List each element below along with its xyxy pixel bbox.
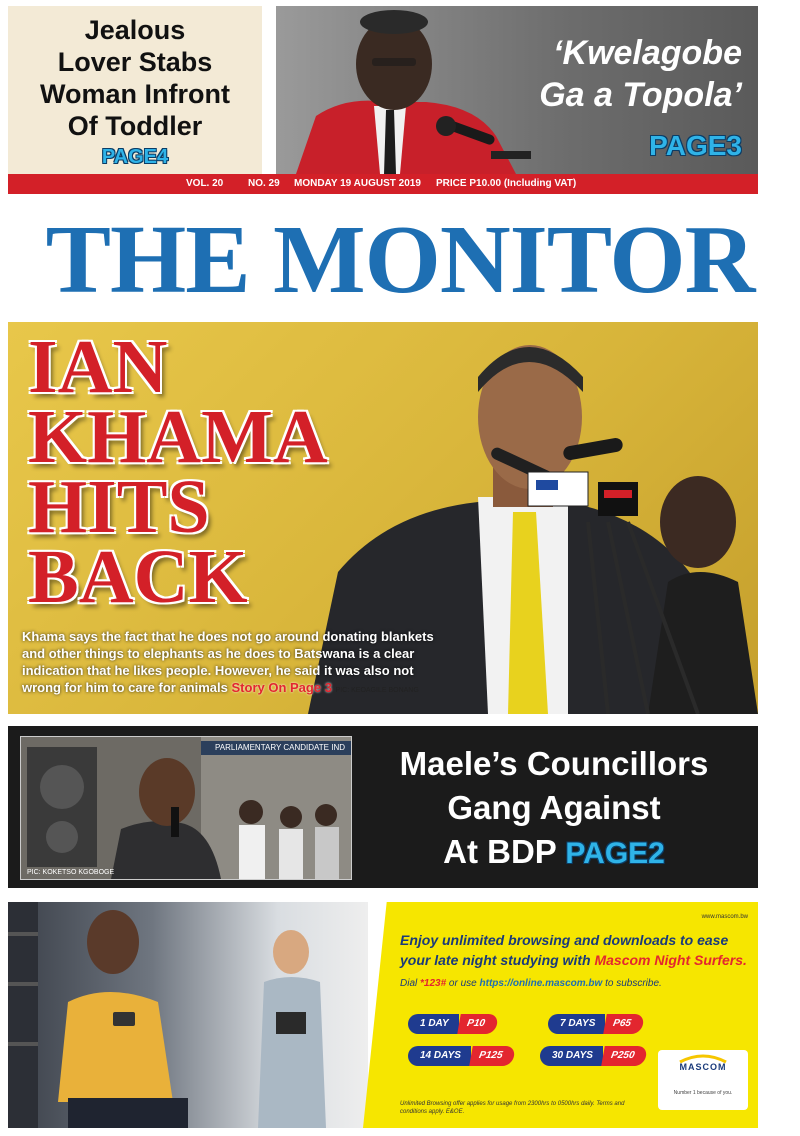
microphone-icon [171, 807, 179, 837]
mascom-logo-name: MASCOM [679, 1062, 727, 1072]
dial-mid: or use [446, 978, 480, 989]
teaser-left-line-4: Of Toddler [67, 111, 203, 141]
second-page-ref[interactable]: PAGE2 [565, 837, 665, 870]
teaser-kwelagobe[interactable] [276, 6, 758, 174]
bundle-price: P65 [604, 1014, 645, 1034]
teaser-right-headline [539, 32, 742, 116]
book-icon [276, 1012, 306, 1034]
second-photo-credit: PIC: KOKETSO KGOBOGE [27, 869, 115, 876]
lead-standfirst-text: Khama says the fact that he does not go around donating blankets and other things to elephants as he does to Batswana is a clear indication that he likes people. However, he said it was also not wrong for him to care for animals [22, 629, 434, 695]
bundle-duration: 30 DAYS [540, 1046, 603, 1066]
bundle-14-days[interactable] [408, 1046, 514, 1066]
volume-number: VOL. 20 [186, 178, 224, 189]
second-headline-line-2: Gang Against [447, 789, 661, 826]
teaser-jealous-lover[interactable] [8, 6, 262, 174]
lead-headline-line-2: KHAMA [28, 395, 328, 479]
second-story-photo [20, 736, 352, 880]
second-headline-line-3: At BDP [443, 833, 557, 870]
bundle-duration: 14 DAYS [408, 1046, 471, 1066]
advert-copy [400, 930, 750, 970]
bundle-1-day[interactable] [408, 1014, 497, 1034]
issue-number: NO. 29 [248, 178, 280, 189]
teaser-left-headline [8, 14, 262, 142]
advert-url[interactable]: www.mascom.bw [701, 914, 748, 920]
lead-headline-line-4: BACK [28, 535, 248, 619]
bundle-7-days[interactable] [548, 1014, 643, 1034]
teaser-left-line-3: Woman Infront [40, 79, 230, 109]
lead-standfirst [22, 628, 442, 699]
candidate-sign: PARLIAMENTARY CANDIDATE IND [201, 741, 351, 755]
bundle-price: P125 [469, 1046, 516, 1066]
dial-prefix: Dial [400, 978, 421, 989]
lead-headline[interactable] [28, 325, 328, 619]
lead-photo-credit: PIC: KEOAGILE BONANG [335, 687, 419, 694]
second-headline-line-1: Maele’s Councillors [399, 745, 709, 782]
teaser-right-line-1: ‘Kwelagobe [553, 34, 742, 72]
teaser-right-line-2: Ga a Topola’ [539, 76, 742, 114]
mascom-logo[interactable] [658, 1050, 748, 1110]
dial-code: *123# [420, 978, 447, 989]
masthead-logo[interactable]: THE MONITOR [45, 206, 755, 314]
advert-dial-instructions [400, 978, 750, 989]
students-photo [8, 902, 368, 1128]
dial-link[interactable]: https://online.mascom.bw [479, 978, 603, 989]
lead-headline-line-3: HITS [28, 465, 210, 549]
lead-headline-line-1: IAN [28, 325, 168, 409]
teaser-right-page-ref[interactable]: PAGE3 [649, 130, 742, 161]
teaser-left-page-ref[interactable]: PAGE4 [101, 146, 169, 168]
lead-story[interactable] [8, 322, 758, 714]
lead-page-ref[interactable]: Story On Page 3 [231, 680, 332, 695]
issue-date: MONDAY 19 AUGUST 2019 [294, 178, 421, 189]
issue-price: PRICE P10.00 (Including VAT) [436, 178, 577, 189]
candidate-photo [21, 737, 351, 879]
speaker-cabinet-icon [27, 747, 97, 867]
advert-terms: Unlimited Browsing offer applies for usage from 2300hrs to 0500hrs daily. Terms and conditions apply. E&OE. [400, 1101, 625, 1115]
teaser-left-line-2: Lover Stabs [57, 47, 213, 77]
mascom-advert[interactable] [8, 902, 758, 1128]
advert-copy-line-1: Enjoy unlimited browsing and downloads to ease [400, 932, 729, 948]
mascom-logo-tagline: Number 1 because of you. [673, 1090, 733, 1096]
bundle-duration: 1 DAY [408, 1014, 459, 1034]
bundle-price: P250 [601, 1046, 648, 1066]
bundle-30-days[interactable] [540, 1046, 646, 1066]
teaser-left-line-1: Jealous [84, 15, 186, 45]
bundle-price: P10 [457, 1014, 498, 1034]
advert-brand: Mascom Night Surfers. [594, 952, 747, 968]
advert-copy-line-2: your late night studying with [400, 952, 595, 968]
second-headline[interactable] [354, 742, 754, 876]
second-story[interactable] [8, 726, 758, 888]
mascom-swoosh-icon [678, 1054, 728, 1064]
phone-icon [113, 1012, 135, 1026]
advert-photo [8, 902, 368, 1128]
issue-info-bar [8, 174, 758, 194]
dial-suffix: to subscribe. [602, 978, 662, 989]
bundle-duration: 7 DAYS [548, 1014, 605, 1034]
